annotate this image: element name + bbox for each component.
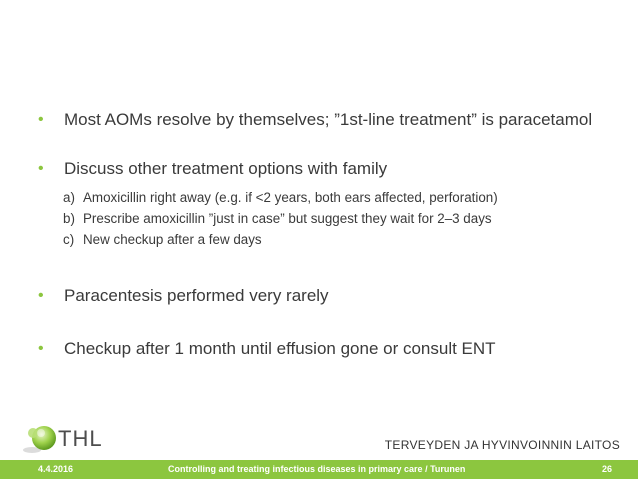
- sub-item-text: New checkup after a few days: [83, 232, 262, 247]
- bullet-text: Discuss other treatment options with family: [64, 159, 388, 178]
- page-number: 26: [601, 464, 612, 474]
- bullet-item: [38, 158, 618, 179]
- sub-item: [38, 210, 618, 227]
- sub-item-label: a): [63, 190, 75, 205]
- sub-item-text: Prescribe amoxicillin ”just in case” but suggest they wait for 2–3 days: [83, 211, 492, 226]
- sub-item-text: Amoxicillin right away (e.g. if <2 years, both ears affected, perforation): [83, 190, 498, 205]
- bullet-text: Most AOMs resolve by themselves; ”1st-line treatment” is paracetamol: [64, 110, 593, 129]
- logo-text: THL: [58, 426, 103, 451]
- bullet-item: [38, 338, 618, 359]
- bullet-text: Paracentesis performed very rarely: [64, 286, 329, 305]
- organization-name: TERVEYDEN JA HYVINVOINNIN LAITOS: [384, 438, 620, 452]
- bullet-text: Checkup after 1 month until effusion gone or consult ENT: [64, 339, 496, 358]
- bullet-icon: •: [38, 340, 44, 357]
- footer-title: Controlling and treating infectious diseases in primary care / Turunen: [168, 464, 466, 474]
- bullet-item: [38, 109, 618, 130]
- sub-item: [38, 231, 618, 248]
- sub-list: [38, 189, 618, 248]
- bullet-icon: •: [38, 287, 44, 304]
- bullet-icon: •: [38, 111, 44, 128]
- sub-item: [38, 189, 618, 206]
- sub-item-label: c): [63, 232, 75, 247]
- bullet-icon: •: [38, 160, 44, 177]
- sub-item-label: b): [63, 211, 75, 226]
- bullet-item: [38, 285, 618, 306]
- footer-bar: [0, 460, 638, 479]
- slide-content: [38, 109, 618, 359]
- footer-date: 4.4.2016: [38, 464, 74, 474]
